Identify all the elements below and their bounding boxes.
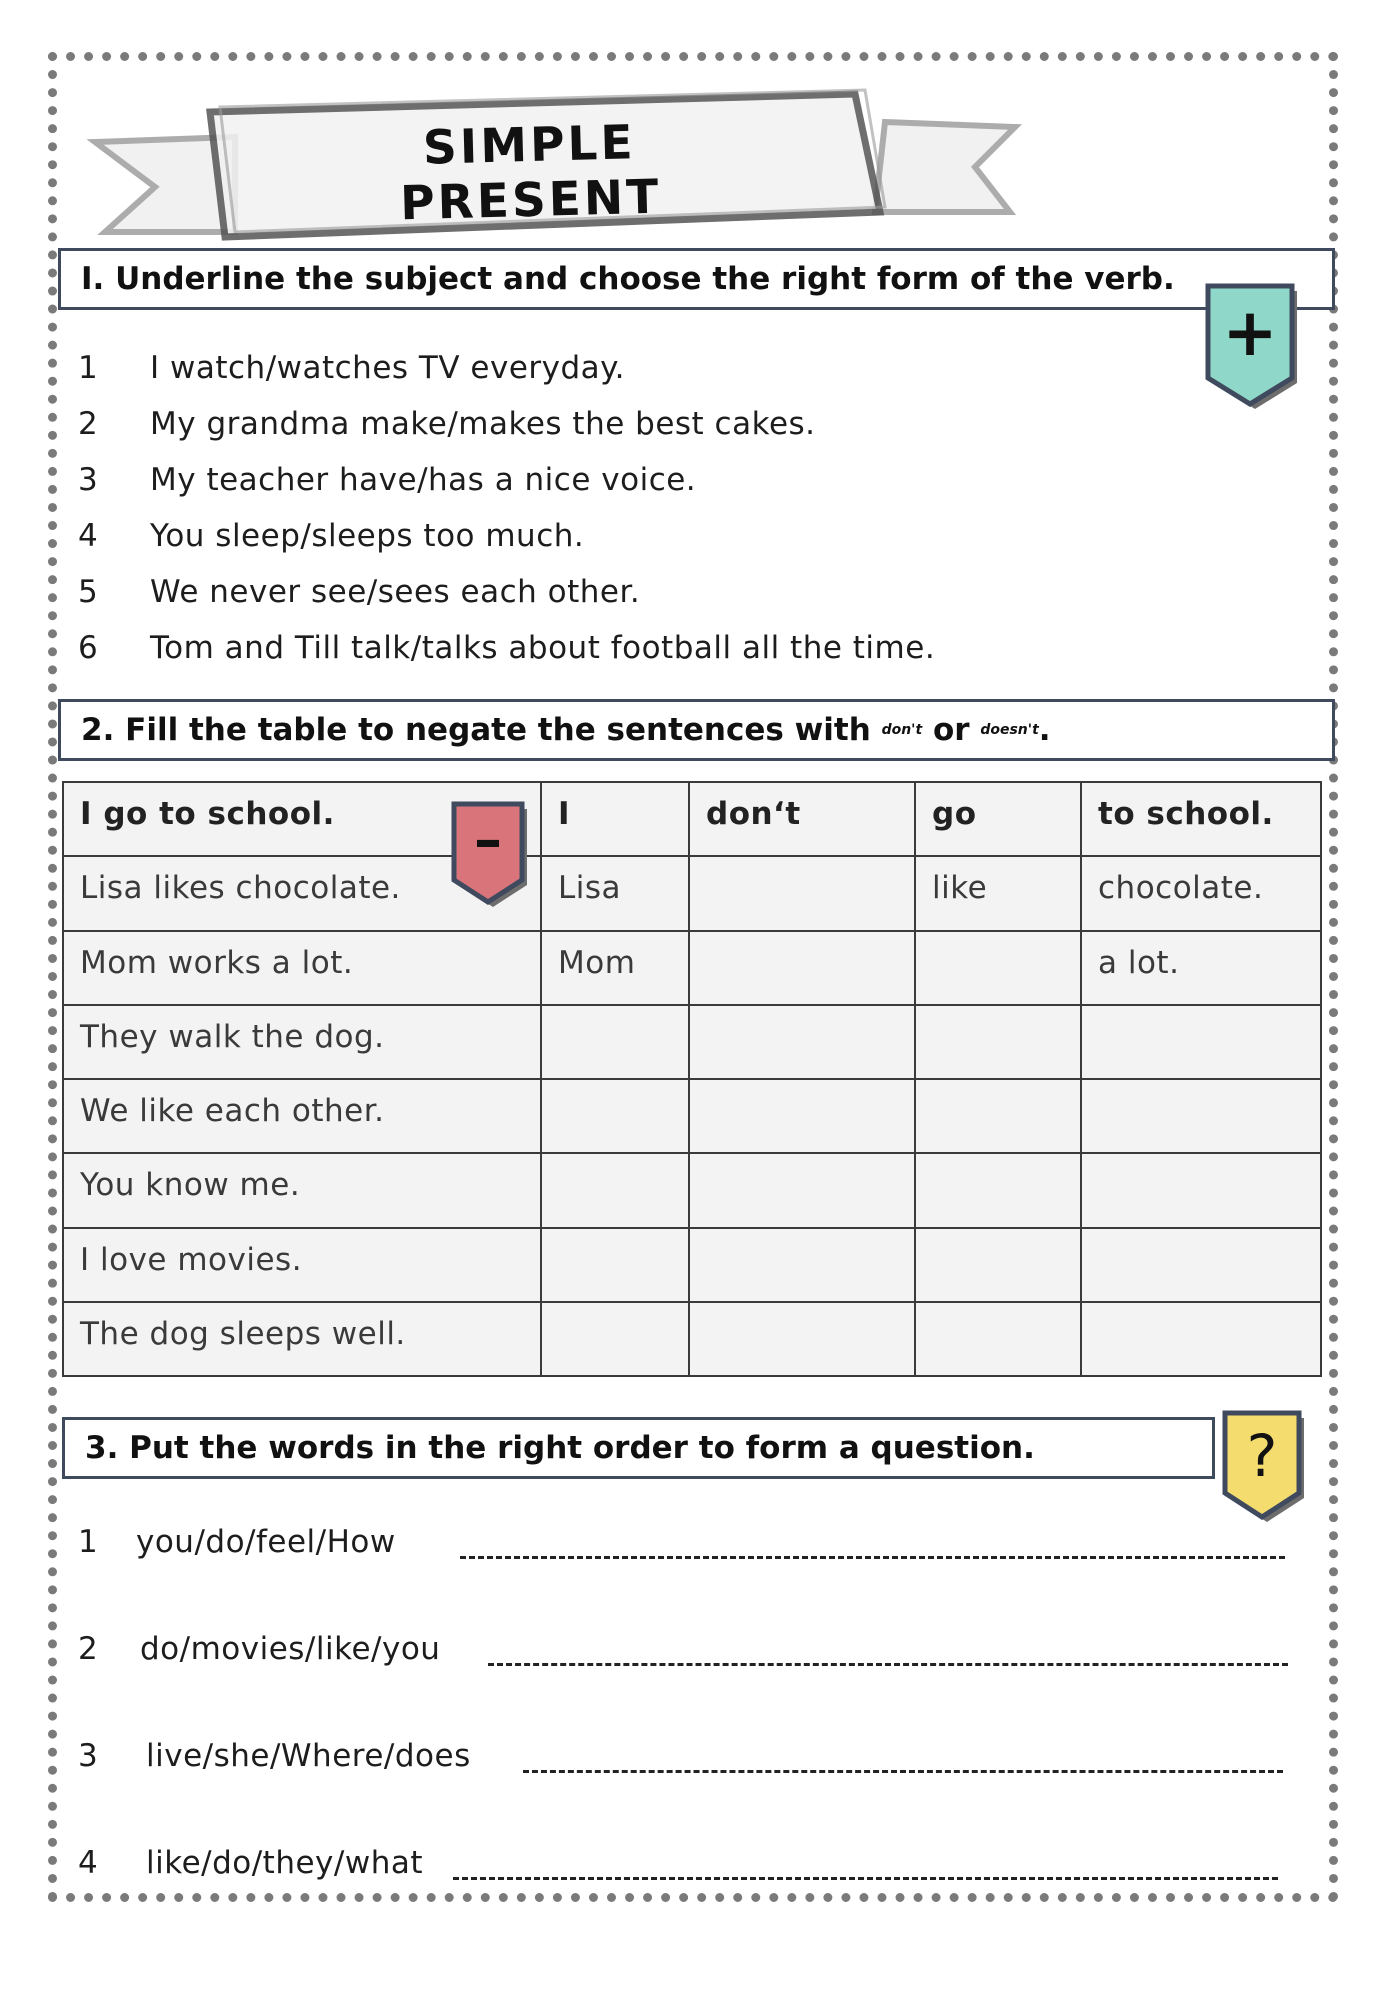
- negation-table: [62, 781, 1322, 1377]
- item-number: 6: [78, 630, 99, 666]
- section1-heading: I. Underline the subject and choose the right form of the verb.: [81, 261, 1175, 297]
- table-cell-input[interactable]: [689, 931, 915, 1005]
- answer-line[interactable]: [460, 1556, 1285, 1559]
- item-number: 2: [78, 1631, 99, 1667]
- table-cell-input[interactable]: [915, 1228, 1081, 1302]
- heading-period: .: [1038, 712, 1051, 748]
- table-cell: The dog sleeps well.: [63, 1302, 541, 1376]
- table-cell-input[interactable]: [541, 1153, 689, 1227]
- table-cell-input[interactable]: [1081, 1302, 1321, 1376]
- table-cell-input[interactable]: [689, 1228, 915, 1302]
- item-text: You sleep/sleeps too much.: [150, 518, 585, 554]
- table-cell-input[interactable]: [541, 1005, 689, 1079]
- item-number: 1: [78, 350, 99, 386]
- scrambled-words: live/she/Where/does: [146, 1738, 471, 1774]
- item-number: 4: [78, 1845, 99, 1881]
- item-text: I watch/watches TV everyday.: [150, 350, 625, 386]
- table-cell: You know me.: [63, 1153, 541, 1227]
- table-cell-input[interactable]: [1081, 1079, 1321, 1153]
- item-text: Tom and Till talk/talks about football all the time.: [150, 630, 936, 666]
- item-number: 4: [78, 518, 99, 554]
- table-cell-input[interactable]: [689, 1153, 915, 1227]
- table-cell-input[interactable]: [689, 1302, 915, 1376]
- section1-heading-box: [58, 248, 1335, 310]
- answer-line[interactable]: [488, 1663, 1288, 1666]
- item-text: My teacher have/has a nice voice.: [150, 462, 697, 498]
- minus-symbol: –: [474, 808, 502, 873]
- table-cell-input[interactable]: [689, 1005, 915, 1079]
- table-row: [63, 856, 1321, 930]
- or-word: or: [922, 712, 981, 748]
- item-text: My grandma make/makes the best cakes.: [150, 406, 816, 442]
- table-cell-input[interactable]: [689, 1079, 915, 1153]
- list-item: [78, 1522, 1298, 1562]
- dont-word: don't: [881, 722, 923, 738]
- item-number: 2: [78, 406, 99, 442]
- table-cell-input[interactable]: [915, 1079, 1081, 1153]
- list-item: [78, 1736, 1298, 1776]
- scrambled-words: you/do/feel/How: [136, 1524, 396, 1560]
- table-row: [63, 1079, 1321, 1153]
- table-cell: Mom: [541, 931, 689, 1005]
- answer-line[interactable]: [453, 1877, 1278, 1880]
- scrambled-words: like/do/they/what: [146, 1845, 423, 1881]
- table-cell: I: [541, 782, 689, 856]
- table-row: [63, 1302, 1321, 1376]
- minus-badge-icon: [451, 801, 531, 911]
- item-number: 1: [78, 1524, 99, 1560]
- section2-heading: 2. Fill the table to negate the sentences with: [81, 712, 882, 748]
- table-row: [63, 782, 1321, 856]
- table-cell-input[interactable]: [915, 1153, 1081, 1227]
- list-item: [78, 1629, 1298, 1669]
- table-cell-input[interactable]: [915, 931, 1081, 1005]
- table-cell-input[interactable]: [541, 1079, 689, 1153]
- table-cell: go: [915, 782, 1081, 856]
- table-row: [63, 1228, 1321, 1302]
- item-number: 3: [78, 462, 99, 498]
- table-cell: a lot.: [1081, 931, 1321, 1005]
- question-badge-icon: [1222, 1410, 1308, 1526]
- section2-heading-box: [58, 699, 1335, 761]
- section3-heading: 3. Put the words in the right order to form a question.: [85, 1430, 1035, 1466]
- answer-line[interactable]: [523, 1770, 1283, 1773]
- table-cell-input[interactable]: [541, 1228, 689, 1302]
- table-cell-input[interactable]: [1081, 1228, 1321, 1302]
- section3-heading-box: [62, 1417, 1215, 1479]
- table-cell-input[interactable]: [1081, 1153, 1321, 1227]
- doesnt-word: doesn't: [980, 722, 1039, 738]
- question-symbol: ?: [1246, 1422, 1278, 1490]
- scrambled-words: do/movies/like/you: [140, 1631, 441, 1667]
- table-cell: I love movies.: [63, 1228, 541, 1302]
- table-cell: like: [915, 856, 1081, 930]
- table-cell: to school.: [1081, 782, 1321, 856]
- plus-badge-icon: [1205, 283, 1305, 413]
- page-title: SIMPLE PRESENT: [399, 115, 662, 232]
- table-cell: chocolate.: [1081, 856, 1321, 930]
- table-cell: Lisa: [541, 856, 689, 930]
- table-row: [63, 1153, 1321, 1227]
- plus-symbol: +: [1222, 294, 1278, 371]
- table-row: [63, 931, 1321, 1005]
- item-number: 5: [78, 574, 99, 610]
- table-cell: They walk the dog.: [63, 1005, 541, 1079]
- table-cell-input[interactable]: [541, 1302, 689, 1376]
- item-text: We never see/sees each other.: [150, 574, 641, 610]
- table-cell: don‘t: [689, 782, 915, 856]
- table-cell-input[interactable]: [1081, 1005, 1321, 1079]
- table-row: [63, 1005, 1321, 1079]
- table-cell-input[interactable]: [915, 1005, 1081, 1079]
- table-cell-input[interactable]: [915, 1302, 1081, 1376]
- table-cell-input[interactable]: [689, 856, 915, 930]
- list-item: [78, 1843, 1298, 1883]
- item-number: 3: [78, 1738, 99, 1774]
- table-cell: Lisa likes chocolate.: [63, 856, 541, 930]
- table-cell: I go to school.: [63, 782, 541, 856]
- table-cell: We like each other.: [63, 1079, 541, 1153]
- table-cell: Mom works a lot.: [63, 931, 541, 1005]
